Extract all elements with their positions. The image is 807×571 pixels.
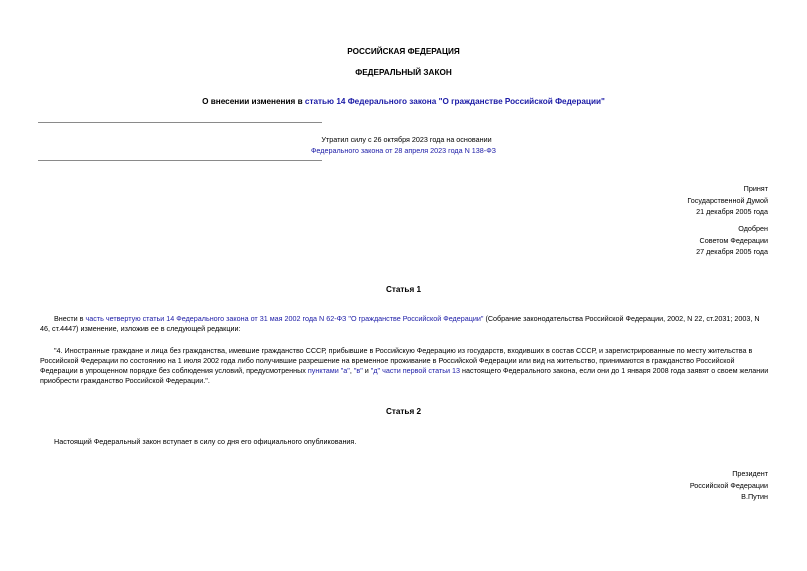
adoption-council (696, 223, 768, 258)
article-1-p2-part2: настоящего Федерального закона, если они до 1 января 2008 года заявят о своем желании приобрести гражданство Российской Федерации.". (40, 366, 769, 385)
article-1-p2-link-a[interactable]: пунктами "а" (307, 366, 350, 375)
article-1-p2-link-d[interactable]: "д" части первой статьи 13 (370, 366, 461, 375)
article-1-paragraph-2 (40, 346, 770, 386)
adoption-duma (687, 183, 768, 218)
adoption-duma-body: Государственной Думой (687, 195, 768, 205)
article-2-heading: Статья 2 (385, 407, 422, 416)
adoption-duma-date: 21 декабря 2005 года (696, 207, 768, 216)
article-2-paragraph-1: Настоящий Федеральный закон вступает в силу со дня его официального опубликования. (54, 437, 357, 446)
notice-top-rule (38, 122, 322, 123)
repeal-notice (0, 134, 807, 156)
notice-bottom-rule (38, 160, 322, 161)
law-title-link[interactable]: статью 14 Федерального закона "О гражданстве Российской Федерации" (304, 97, 605, 106)
law-title (0, 97, 807, 106)
article-1-p2-link-v[interactable]: "в" (353, 366, 363, 375)
signature-title: Президент (732, 469, 768, 478)
adoption-council-status: Одобрен (738, 224, 768, 233)
article-1-p2-sep2: и (362, 366, 371, 375)
article-1-paragraph-1 (40, 314, 770, 334)
article-1-p2-part1: "4. Иностранные граждане и лица без гражданства, имевшие гражданство СССР, прибывшие в Российскую Федерацию из государств, входивших в состав СССР, и зарегистрированные по месту жительства в Российской Федерации по состоянию на 1 июля 2002 года либо получившие разрешение на временное проживание в Российской Федерации или вид на жительство, принимаются в гражданство Российской Федерации в упрощенном порядке без соблюдения условий, предусмотренных (40, 346, 753, 375)
article-1-p1-link[interactable]: часть четвертую статьи 14 Федерального закона от 31 мая 2002 года N 62-ФЗ "О гражданстве Российской Федерации" (85, 314, 484, 323)
signature-country: Российской Федерации (689, 480, 768, 490)
repeal-notice-text: Утратил силу с 26 октября 2023 года на основании (321, 135, 492, 144)
signature-block (690, 468, 768, 503)
article-1-p2-sep1: , (349, 366, 354, 375)
repeal-notice-link[interactable]: Федерального закона от 28 апреля 2023 года N 138-ФЗ (310, 146, 497, 155)
article-1-p1-suffix: (Собрание законодательства Российской Федерации, 2002, N 22, ст.2031; 2003, N 46, ст.4447) изменение, изложив ее в следующей редакции: (40, 314, 760, 333)
article-1-p1-prefix: Внести в (54, 314, 86, 323)
law-header-country: РОССИЙСКАЯ ФЕДЕРАЦИЯ (347, 47, 460, 56)
article-1-heading: Статья 1 (385, 285, 422, 294)
adoption-duma-status: Принят (743, 184, 768, 193)
law-title-prefix: О внесении изменения в (202, 97, 305, 106)
adoption-council-body: Советом Федерации (699, 235, 768, 245)
adoption-council-date: 27 декабря 2005 года (696, 247, 768, 256)
signature-name: В.Путин (741, 492, 768, 501)
law-header-type: ФЕДЕРАЛЬНЫЙ ЗАКОН (355, 68, 452, 77)
